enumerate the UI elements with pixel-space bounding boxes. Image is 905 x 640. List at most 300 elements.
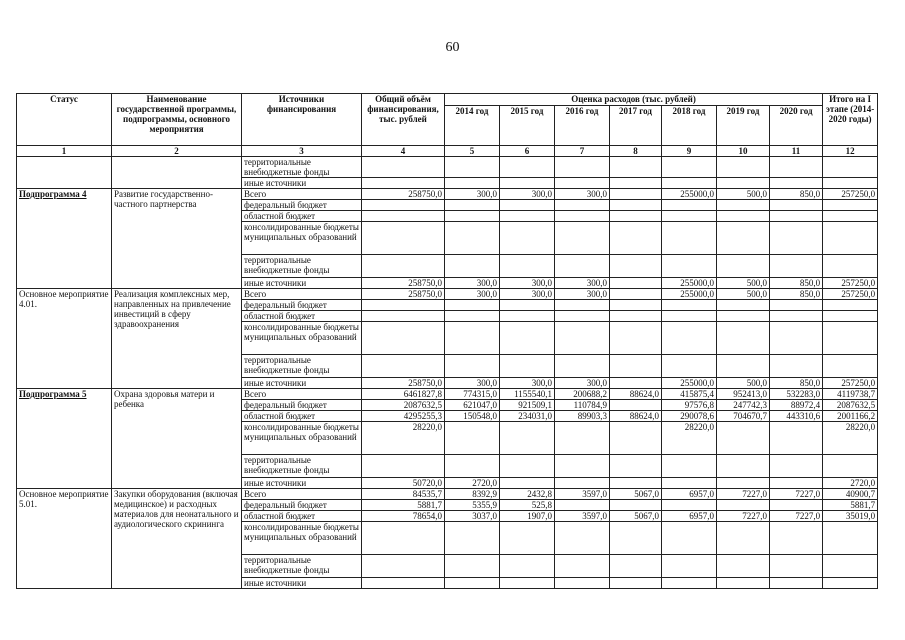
name-cell: Реализация комплексных мер, направленных на привлечение инвестиций в сферу здравоохранения [112,289,242,389]
col-number: 4 [362,146,445,157]
value-cell [555,157,610,178]
status-cell: Основное мероприятие 4.01. [17,289,112,389]
value-cell [445,311,500,322]
value-cell [362,578,445,589]
value-cell: 415875,4 [662,389,717,400]
value-cell [445,255,500,278]
value-cell [610,278,662,289]
source-cell: федеральный бюджет [242,200,362,211]
value-cell [500,422,555,455]
value-cell [500,322,555,355]
value-cell: 255000,0 [662,189,717,200]
value-cell [770,422,823,455]
header-itogo: Итого на I этапе (2014-2020 годы) [823,94,878,146]
value-cell: 300,0 [445,289,500,300]
value-cell [717,211,770,222]
name-cell: Развитие государственно-частного партнерства [112,189,242,289]
value-cell [662,211,717,222]
value-cell: 621047,0 [445,400,500,411]
value-cell: 300,0 [555,289,610,300]
value-cell: 35019,0 [823,511,878,522]
value-cell [770,555,823,578]
value-cell: 443310,6 [770,411,823,422]
col-number: 5 [445,146,500,157]
value-cell [823,322,878,355]
status-cell: Подпрограмма 4 [17,189,112,289]
value-cell [610,555,662,578]
value-cell [500,222,555,255]
value-cell [610,478,662,489]
value-cell: 300,0 [445,278,500,289]
value-cell: 28220,0 [662,422,717,455]
value-cell [555,178,610,189]
value-cell [662,178,717,189]
value-cell [555,422,610,455]
value-cell: 921509,1 [500,400,555,411]
value-cell [500,355,555,378]
source-cell: Всего [242,289,362,300]
value-cell [823,455,878,478]
value-cell [717,478,770,489]
value-cell: 7227,0 [717,489,770,500]
source-cell: иные источники [242,278,362,289]
source-cell: Всего [242,489,362,500]
value-cell [555,311,610,322]
value-cell [662,157,717,178]
header-status: Статус [17,94,112,146]
header-estimate: Оценка расходов (тыс. рублей) [445,94,823,106]
value-cell [500,578,555,589]
value-cell: 500,0 [717,189,770,200]
header-year: 2014 год [445,106,500,146]
value-cell: 525,8 [500,500,555,511]
source-cell: областной бюджет [242,511,362,522]
value-cell: 3037,0 [445,511,500,522]
value-cell: 532283,0 [770,389,823,400]
value-cell [610,211,662,222]
value-cell: 2720,0 [445,478,500,489]
value-cell: 247742,3 [717,400,770,411]
value-cell [445,578,500,589]
value-cell: 300,0 [555,278,610,289]
value-cell [500,178,555,189]
source-cell: консолидированные бюджеты муниципальных образований [242,222,362,255]
value-cell [662,222,717,255]
col-number: 8 [610,146,662,157]
value-cell: 6957,0 [662,489,717,500]
value-cell: 704670,7 [717,411,770,422]
source-cell: Всего [242,389,362,400]
value-cell: 88624,0 [610,411,662,422]
value-cell [362,300,445,311]
value-cell [770,211,823,222]
source-cell: территориальные внебюджетные фонды [242,555,362,578]
table-row [17,189,878,200]
value-cell [362,455,445,478]
value-cell [445,455,500,478]
value-cell [823,311,878,322]
value-cell: 5355,9 [445,500,500,511]
value-cell [445,300,500,311]
value-cell: 300,0 [555,189,610,200]
source-cell: иные источники [242,578,362,589]
value-cell: 50720,0 [362,478,445,489]
value-cell: 300,0 [555,378,610,389]
value-cell [445,555,500,578]
value-cell [610,578,662,589]
value-cell: 290078,6 [662,411,717,422]
value-cell [662,578,717,589]
value-cell: 88972,4 [770,400,823,411]
value-cell [555,322,610,355]
page-number: 60 [445,40,460,55]
value-cell: 255000,0 [662,378,717,389]
value-cell [555,522,610,555]
value-cell [610,400,662,411]
value-cell: 5067,0 [610,511,662,522]
value-cell: 300,0 [500,378,555,389]
source-cell: областной бюджет [242,311,362,322]
value-cell: 257250,0 [823,278,878,289]
value-cell: 1907,0 [500,511,555,522]
value-cell [823,300,878,311]
value-cell: 8392,9 [445,489,500,500]
value-cell: 40900,7 [823,489,878,500]
value-cell [717,522,770,555]
value-cell [362,255,445,278]
value-cell [823,178,878,189]
value-cell [610,189,662,200]
value-cell [555,211,610,222]
value-cell: 7227,0 [717,511,770,522]
header-year: 2018 год [662,106,717,146]
value-cell [662,355,717,378]
value-cell [445,178,500,189]
value-cell: 300,0 [445,189,500,200]
table-row [17,389,878,400]
value-cell: 4119738,7 [823,389,878,400]
col-number: 6 [500,146,555,157]
value-cell [555,255,610,278]
value-cell [500,255,555,278]
value-cell [823,157,878,178]
value-cell [610,422,662,455]
col-number: 2 [112,146,242,157]
value-cell: 300,0 [500,189,555,200]
value-cell [610,378,662,389]
value-cell: 2087632,5 [823,400,878,411]
value-cell [555,455,610,478]
value-cell [500,157,555,178]
value-cell [555,578,610,589]
value-cell: 1155540,1 [500,389,555,400]
value-cell [610,322,662,355]
status-cell [17,157,112,189]
value-cell [610,157,662,178]
value-cell: 2087632,5 [362,400,445,411]
value-cell: 2720,0 [823,478,878,489]
value-cell [662,322,717,355]
value-cell [500,522,555,555]
value-cell [717,422,770,455]
value-cell: 28220,0 [362,422,445,455]
name-cell [112,157,242,189]
value-cell [610,222,662,255]
source-cell: территориальные внебюджетные фонды [242,157,362,178]
value-cell [717,222,770,255]
value-cell: 258750,0 [362,289,445,300]
header-total: Общий объём финансирования, тыс. рублей [362,94,445,146]
value-cell: 2001166,2 [823,411,878,422]
name-cell: Охрана здоровья матери и ребенка [112,389,242,489]
header-year: 2020 год [770,106,823,146]
value-cell: 255000,0 [662,278,717,289]
value-cell [770,455,823,478]
value-cell: 234031,0 [500,411,555,422]
table-row [17,157,878,178]
value-cell [770,178,823,189]
value-cell [662,555,717,578]
source-cell: областной бюджет [242,211,362,222]
col-number: 12 [823,146,878,157]
table-row [17,489,878,500]
value-cell [717,578,770,589]
value-cell [823,355,878,378]
value-cell: 500,0 [717,289,770,300]
value-cell [610,178,662,189]
value-cell [362,178,445,189]
value-cell: 255000,0 [662,289,717,300]
value-cell [770,200,823,211]
value-cell [770,322,823,355]
value-cell: 257250,0 [823,189,878,200]
value-cell: 7227,0 [770,489,823,500]
header-year: 2016 год [555,106,610,146]
value-cell [770,500,823,511]
value-cell: 84535,7 [362,489,445,500]
source-cell: консолидированные бюджеты муниципальных образований [242,322,362,355]
header-name: Наименование государственной программы, подпрограммы, основного мероприятия [112,94,242,146]
value-cell [555,478,610,489]
value-cell [662,455,717,478]
value-cell [555,222,610,255]
value-cell [610,355,662,378]
value-cell [610,455,662,478]
value-cell: 300,0 [500,289,555,300]
value-cell [717,200,770,211]
source-cell: федеральный бюджет [242,400,362,411]
value-cell [662,311,717,322]
value-cell [770,522,823,555]
value-cell [823,222,878,255]
name-cell: Закупки оборудования (включая медицинское) и расходных материалов для неонатального и аудиологического скрининга [112,489,242,589]
value-cell [662,200,717,211]
value-cell [445,200,500,211]
value-cell: 850,0 [770,378,823,389]
source-cell: областной бюджет [242,411,362,422]
source-cell: территориальные внебюджетные фонды [242,255,362,278]
value-cell [823,555,878,578]
value-cell [717,500,770,511]
value-cell [770,355,823,378]
value-cell [823,255,878,278]
value-cell: 500,0 [717,278,770,289]
value-cell [362,200,445,211]
header-year: 2015 год [500,106,555,146]
value-cell [445,222,500,255]
value-cell [717,300,770,311]
value-cell [362,322,445,355]
value-cell: 3597,0 [555,511,610,522]
value-cell [500,211,555,222]
value-cell [610,522,662,555]
value-cell: 97576,8 [662,400,717,411]
value-cell: 89903,3 [555,411,610,422]
value-cell [770,157,823,178]
value-cell [362,157,445,178]
value-cell: 5881,7 [823,500,878,511]
source-cell: консолидированные бюджеты муниципальных образований [242,422,362,455]
value-cell [770,222,823,255]
value-cell [610,255,662,278]
value-cell: 258750,0 [362,189,445,200]
value-cell: 5881,7 [362,500,445,511]
value-cell: 4295255,3 [362,411,445,422]
value-cell [555,200,610,211]
value-cell [610,289,662,300]
status-cell: Подпрограмма 5 [17,389,112,489]
value-cell: 6957,0 [662,511,717,522]
value-cell [500,311,555,322]
value-cell [770,255,823,278]
value-cell: 2432,8 [500,489,555,500]
value-cell [717,555,770,578]
source-cell: консолидированные бюджеты муниципальных образований [242,522,362,555]
value-cell: 300,0 [500,278,555,289]
value-cell: 6461827,8 [362,389,445,400]
value-cell [500,300,555,311]
source-cell: иные источники [242,378,362,389]
value-cell: 110784,9 [555,400,610,411]
col-number: 11 [770,146,823,157]
value-cell [823,578,878,589]
value-cell [445,355,500,378]
source-cell: иные источники [242,478,362,489]
source-cell: территориальные внебюджетные фонды [242,355,362,378]
value-cell [717,255,770,278]
source-cell: Всего [242,189,362,200]
value-cell: 300,0 [445,378,500,389]
header-year: 2017 год [610,106,662,146]
source-cell: федеральный бюджет [242,500,362,511]
value-cell [717,322,770,355]
value-cell: 150548,0 [445,411,500,422]
header-year: 2019 год [717,106,770,146]
value-cell [445,211,500,222]
value-cell [717,178,770,189]
value-cell [555,555,610,578]
value-cell [610,500,662,511]
value-cell [823,211,878,222]
value-cell [770,311,823,322]
value-cell [362,211,445,222]
value-cell [362,355,445,378]
value-cell [823,200,878,211]
value-cell: 200688,2 [555,389,610,400]
value-cell [662,500,717,511]
value-cell [555,500,610,511]
value-cell [717,157,770,178]
col-number: 3 [242,146,362,157]
source-cell: территориальные внебюджетные фонды [242,455,362,478]
header-sources: Источники финансирования [242,94,362,146]
value-cell: 88624,0 [610,389,662,400]
value-cell: 7227,0 [770,511,823,522]
value-cell [500,478,555,489]
value-cell [662,255,717,278]
value-cell [500,455,555,478]
value-cell [662,478,717,489]
value-cell: 850,0 [770,189,823,200]
value-cell [362,222,445,255]
col-number: 7 [555,146,610,157]
status-cell: Основное мероприятие 5.01. [17,489,112,589]
column-numbers-row [17,146,878,157]
value-cell: 258750,0 [362,278,445,289]
value-cell [770,578,823,589]
value-cell: 774315,0 [445,389,500,400]
table-row [17,289,878,300]
value-cell [770,478,823,489]
value-cell [610,300,662,311]
value-cell [770,300,823,311]
value-cell: 257250,0 [823,378,878,389]
value-cell: 952413,0 [717,389,770,400]
source-cell: федеральный бюджет [242,300,362,311]
value-cell: 3597,0 [555,489,610,500]
value-cell: 258750,0 [362,378,445,389]
col-number: 9 [662,146,717,157]
col-number: 10 [717,146,770,157]
value-cell [555,300,610,311]
col-number: 1 [17,146,112,157]
value-cell [445,157,500,178]
value-cell: 78654,0 [362,511,445,522]
value-cell: 28220,0 [823,422,878,455]
value-cell: 5067,0 [610,489,662,500]
value-cell [717,455,770,478]
value-cell [717,355,770,378]
value-cell [500,555,555,578]
value-cell [662,522,717,555]
value-cell: 500,0 [717,378,770,389]
budget-table [16,93,878,589]
value-cell [717,311,770,322]
value-cell [362,522,445,555]
value-cell [500,200,555,211]
value-cell [555,355,610,378]
value-cell: 850,0 [770,289,823,300]
source-cell: иные источники [242,178,362,189]
value-cell [823,522,878,555]
value-cell: 850,0 [770,278,823,289]
value-cell [610,311,662,322]
value-cell: 257250,0 [823,289,878,300]
value-cell [445,522,500,555]
value-cell [610,200,662,211]
value-cell [662,300,717,311]
value-cell [445,322,500,355]
